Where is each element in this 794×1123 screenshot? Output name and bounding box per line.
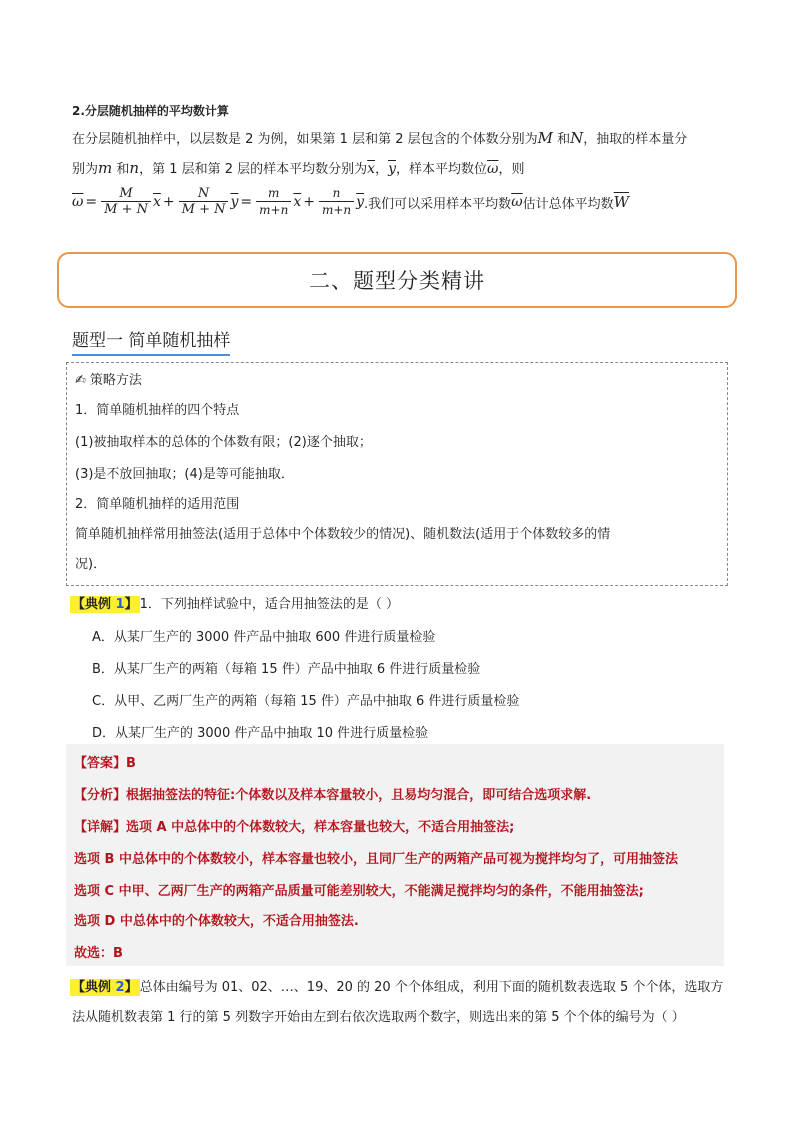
tag-number: 1 [115,597,125,612]
strategy-p3: (3)是不放回抽取；(4)是等可能抽取． [75,467,294,482]
text: ，第 1 层和第 2 层的样本平均数分别为 [139,162,368,177]
question-text: 1．下列抽样试验中，适合用抽签法的是（ ） [139,597,399,612]
plus: + [162,194,175,210]
example2-line-2: 法从随机数表第 1 行的第 5 列数字开始由左到右依次选取两个数字，则选出来的第 5 个个体的编号为（ ） [72,1010,685,1025]
strategy-p6: 况)． [75,557,107,572]
math-xbar: $\overline{x}$ [293,194,302,210]
equals: = [240,194,253,210]
text: ，抽取的样本量分 [583,132,688,147]
tag-text: 】 [124,980,138,995]
numerator: n [332,186,341,200]
math-m: m [98,159,113,177]
strategy-p5: 简单随机抽样常用抽签法(适用于总体中个体数较少的情况)、随机数法(适用于个体数较多的情 [75,527,611,542]
question-text: 总体由编号为 01、02、…、19、20 的 20 个个体组成，利用下面的随机数表选取 5 个个体，选取方 [139,980,724,995]
paragraph-line-1 [72,128,687,147]
math-xbar: $\overline{x}$ [367,161,376,177]
option-d: D．从某厂生产的 3000 件产品中抽取 10 件进行质量检验 [92,726,429,741]
math-M: M [537,129,553,147]
example-tag [70,596,140,613]
strategy-box [66,362,728,586]
plus: + [303,194,315,210]
detail-2: 选项 B 中总体中的个体数较小，样本容量也较小，且同厂生产的两箱产品可视为搅拌均匀了，可用抽签法 [74,852,678,867]
mean-formula [72,186,629,218]
analysis: 【分析】根据抽签法的特征:个体数以及样本容量较小，且易均匀混合，即可结合选项求解. [74,788,592,803]
math-wbar: $\overline{\omega}$ [511,194,523,210]
option-a: A．从某厂生产的 3000 件产品中抽取 600 件进行质量检验 [92,630,436,645]
denominator: M + N [179,201,229,218]
tag-text: 】 [124,597,138,612]
math-wbar: $\overline{\omega}$ [72,194,84,210]
example1-question [70,593,399,612]
detail-1: 【详解】选项 A 中总体中的个体数较大，样本容量也较大，不适合用抽签法; [74,820,515,835]
final-choice: 故选：B [74,946,123,961]
text: ， [375,162,389,177]
math-ybar: $\overline{y}$ [356,194,365,210]
math-xbar: $\overline{x}$ [153,194,161,210]
example2-line-1 [70,976,723,995]
option-b: B．从某厂生产的两箱（每箱 15 件）产品中抽取 6 件进行质量检验 [92,662,481,677]
strategy-p4: 2．简单随机抽样的适用范围 [75,497,240,512]
math-Wbar: $\overline{W}$ [613,193,630,211]
numerator: N [197,186,210,201]
text: 别为 [72,162,99,177]
numerator: m [268,186,280,200]
paragraph-line-2 [72,158,524,177]
text: ，则 [498,162,525,177]
text: 在分层随机抽样中，以层数是 2 为例，如果第 1 层和第 2 层包含的个体数分别为 [72,132,538,147]
math-n: n [129,159,140,177]
equals: = [85,194,98,210]
tag-text: 【典例 [72,597,116,612]
fraction [319,186,354,218]
fraction [101,186,151,218]
strategy-p2: (1)被抽取样本的总体的个体数有限；(2)逐个抽取； [75,435,372,450]
denominator: m+n [256,201,291,218]
numerator: M [119,186,133,201]
text: .我们可以采用样本平均数 [364,196,512,212]
writing-hand-icon: ✍ [75,373,86,388]
math-N: N [570,129,584,147]
tag-text: 【典例 [72,980,116,995]
type-title: 题型一 简单随机抽样 [72,326,230,356]
text: ，样本平均数位 [396,162,488,177]
answer: 【答案】B [74,756,136,771]
fraction [256,186,291,218]
strategy-label: 策略方法 [89,373,142,388]
strategy-p1: 1．简单随机抽样的四个特点 [75,403,240,418]
tag-number: 2 [115,980,125,995]
detail-4: 选项 D 中总体中的个体数较大，不适合用抽签法. [74,914,359,929]
text: 估计总体平均数 [522,196,614,212]
fraction [179,186,229,218]
option-c: C．从甲、乙两厂生产的两箱（每箱 15 件）产品中抽取 6 件进行质量检验 [92,694,520,709]
section-title: 2.分层随机抽样的平均数计算 [72,104,229,118]
math-ybar: $\overline{y}$ [230,194,239,210]
detail-3: 选项 C 中甲、乙两厂生产的两箱产品质量可能差别较大，不能满足搅拌均匀的条件，不能用抽签法; [74,884,644,899]
denominator: M + N [101,201,151,218]
section-heading: 二、题型分类精讲 [309,269,485,293]
denominator: m+n [319,201,354,218]
section-heading-box [57,252,737,308]
answer-box [66,744,724,966]
math-wbar: $\overline{\omega}$ [487,161,499,177]
strategy-label-row [75,369,142,388]
example-tag [70,979,140,996]
text: 和 [557,132,571,147]
text: 和 [116,162,130,177]
math-ybar: $\overline{y}$ [388,161,396,177]
